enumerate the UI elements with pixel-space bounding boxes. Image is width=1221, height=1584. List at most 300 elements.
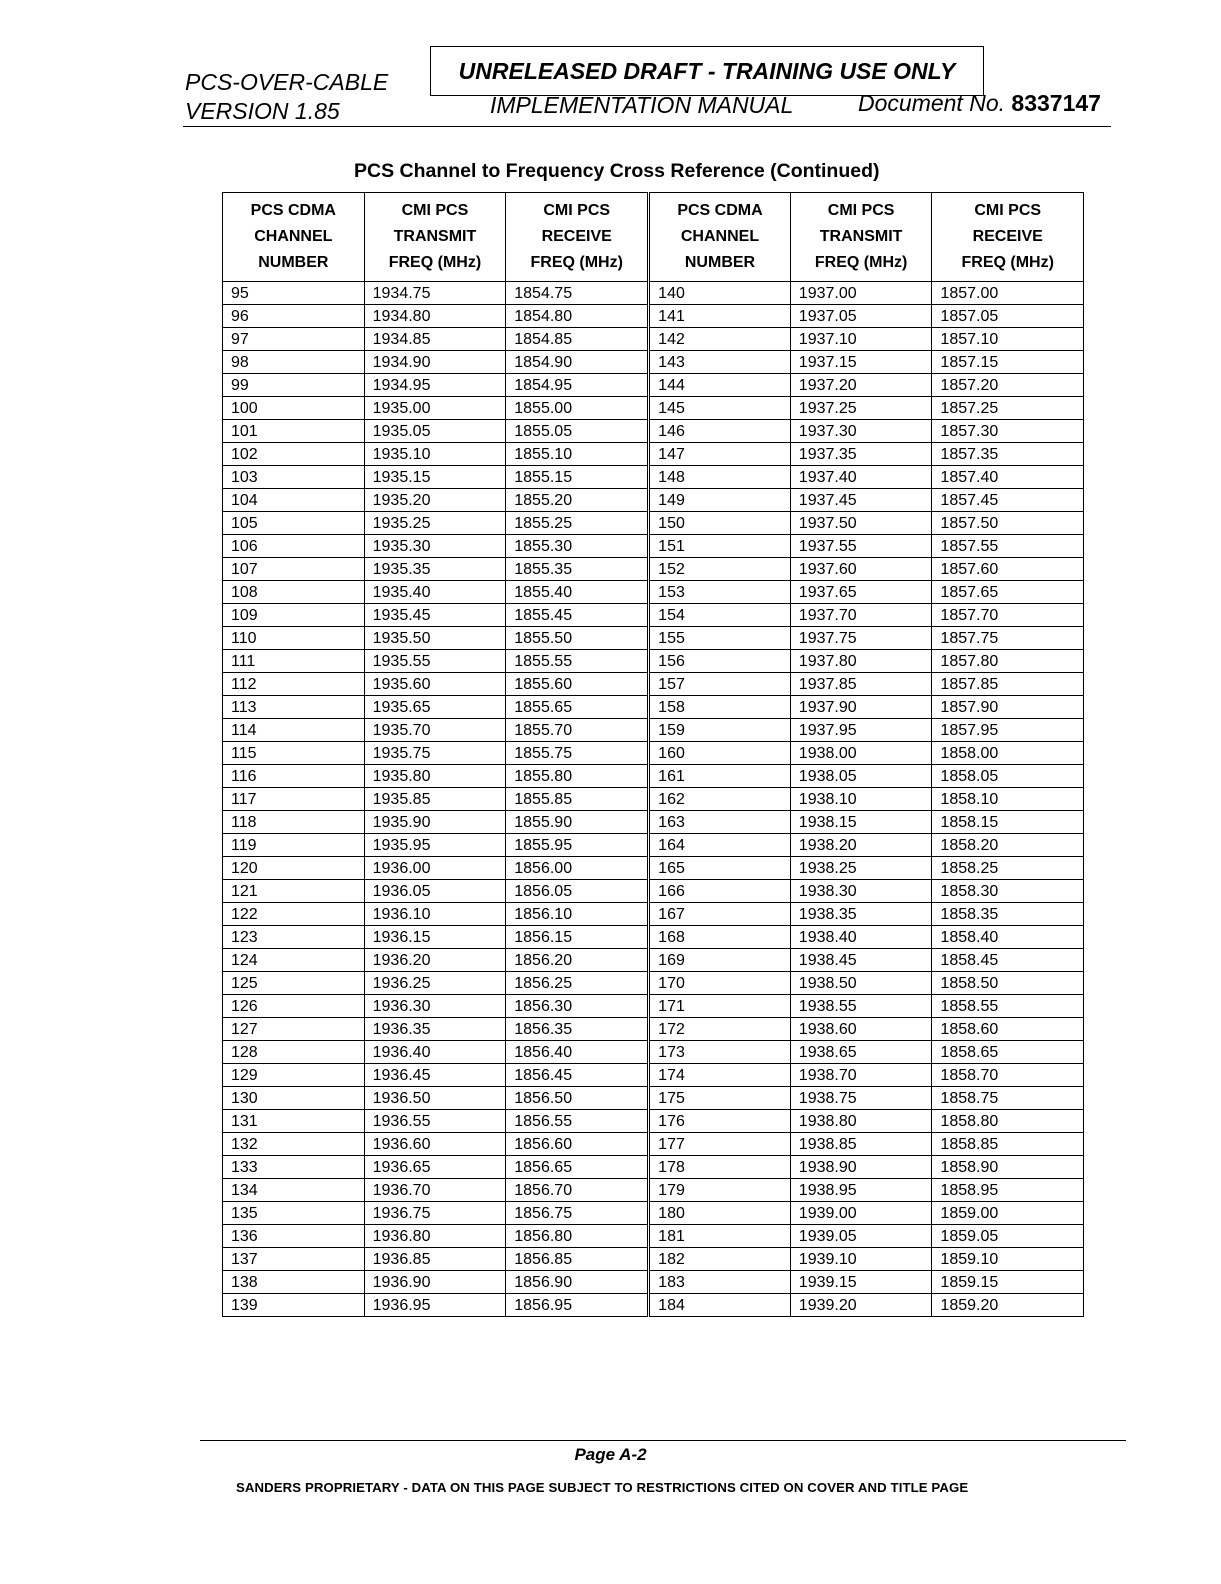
table-cell: 1935.65 (364, 696, 506, 719)
table-cell: 1855.40 (506, 581, 649, 604)
table-row (223, 351, 1084, 374)
table-cell: 1936.45 (364, 1064, 506, 1087)
table-cell: 105 (223, 512, 365, 535)
table-cell: 121 (223, 880, 365, 903)
table-cell: 1858.25 (932, 857, 1084, 880)
page-title: PCS Channel to Frequency Cross Reference (Continued) (354, 160, 880, 182)
table-cell: 1858.50 (932, 972, 1084, 995)
table-cell: 1858.10 (932, 788, 1084, 811)
table-cell: 1936.15 (364, 926, 506, 949)
table-cell: 1937.55 (790, 535, 932, 558)
table-cell: 1938.65 (790, 1041, 932, 1064)
table-row (223, 420, 1084, 443)
table-cell: 168 (649, 926, 791, 949)
page-number: Page A-2 (574, 1445, 647, 1464)
table-cell: 1858.90 (932, 1156, 1084, 1179)
table-cell: 139 (223, 1294, 365, 1317)
table-cell: 1856.95 (506, 1294, 649, 1317)
table-row (223, 1294, 1084, 1317)
table-cell: 165 (649, 857, 791, 880)
table-cell: 119 (223, 834, 365, 857)
table-cell: 151 (649, 535, 791, 558)
table-cell: 169 (649, 949, 791, 972)
table-cell: 109 (223, 604, 365, 627)
table-cell: 166 (649, 880, 791, 903)
table-cell: 127 (223, 1018, 365, 1041)
table-cell: 1857.55 (932, 535, 1084, 558)
table-cell: 1856.15 (506, 926, 649, 949)
table-cell: 1855.85 (506, 788, 649, 811)
table-cell: 1855.55 (506, 650, 649, 673)
table-cell: 1937.35 (790, 443, 932, 466)
table-cell: 171 (649, 995, 791, 1018)
table-cell: 140 (649, 282, 791, 305)
table-cell: 1857.65 (932, 581, 1084, 604)
table-cell: 1935.20 (364, 489, 506, 512)
table-cell: 1854.95 (506, 374, 649, 397)
table-cell: 1938.50 (790, 972, 932, 995)
table-cell: 1856.60 (506, 1133, 649, 1156)
table-cell: 1857.70 (932, 604, 1084, 627)
table-cell: 112 (223, 673, 365, 696)
table-cell: 1936.40 (364, 1041, 506, 1064)
table-cell: 1855.50 (506, 627, 649, 650)
table-cell: 1938.55 (790, 995, 932, 1018)
table-cell: 1858.55 (932, 995, 1084, 1018)
table-cell: 155 (649, 627, 791, 650)
table-cell: 1857.10 (932, 328, 1084, 351)
table-cell: 1859.00 (932, 1202, 1084, 1225)
table-cell: 1937.95 (790, 719, 932, 742)
table-row (223, 1110, 1084, 1133)
table-cell: 1858.60 (932, 1018, 1084, 1041)
table-cell: 1936.35 (364, 1018, 506, 1041)
table-row (223, 397, 1084, 420)
table-header-row (223, 193, 1084, 282)
table-cell: 1937.60 (790, 558, 932, 581)
table-cell: 1856.20 (506, 949, 649, 972)
table-cell: 1937.65 (790, 581, 932, 604)
table-cell: 149 (649, 489, 791, 512)
table-cell: 1859.20 (932, 1294, 1084, 1317)
table-cell: 124 (223, 949, 365, 972)
table-cell: 136 (223, 1225, 365, 1248)
manual-title: IMPLEMENTATION MANUAL (490, 92, 794, 118)
column-header (649, 193, 791, 282)
table-cell: 1857.95 (932, 719, 1084, 742)
table-cell: 1937.30 (790, 420, 932, 443)
table-cell: 1936.55 (364, 1110, 506, 1133)
table-cell: 1935.60 (364, 673, 506, 696)
table-row (223, 673, 1084, 696)
table-cell: 1938.35 (790, 903, 932, 926)
table-cell: 159 (649, 719, 791, 742)
table-cell: 138 (223, 1271, 365, 1294)
table-cell: 1936.85 (364, 1248, 506, 1271)
table-cell: 141 (649, 305, 791, 328)
table-cell: 110 (223, 627, 365, 650)
table-cell: 122 (223, 903, 365, 926)
table-cell: 111 (223, 650, 365, 673)
table-cell: 1855.25 (506, 512, 649, 535)
table-cell: 1856.85 (506, 1248, 649, 1271)
table-cell: 101 (223, 420, 365, 443)
table-cell: 114 (223, 719, 365, 742)
table-cell: 148 (649, 466, 791, 489)
table-cell: 1856.40 (506, 1041, 649, 1064)
table-cell: 1936.10 (364, 903, 506, 926)
table-cell: 164 (649, 834, 791, 857)
table-cell: 1937.90 (790, 696, 932, 719)
table-row (223, 374, 1084, 397)
table-row (223, 282, 1084, 305)
table-cell: 1935.95 (364, 834, 506, 857)
table-cell: 1938.20 (790, 834, 932, 857)
table-cell: 1936.20 (364, 949, 506, 972)
table-cell: 1858.65 (932, 1041, 1084, 1064)
table-cell: 156 (649, 650, 791, 673)
column-header-line: RECEIVE (541, 228, 612, 245)
table-cell: 1938.15 (790, 811, 932, 834)
table-row (223, 443, 1084, 466)
table-cell: 1858.45 (932, 949, 1084, 972)
table-cell: 99 (223, 374, 365, 397)
table-row (223, 1179, 1084, 1202)
column-header (790, 193, 932, 282)
table-cell: 115 (223, 742, 365, 765)
table-cell: 106 (223, 535, 365, 558)
column-header-line: FREQ (MHz) (961, 254, 1054, 271)
table-row (223, 535, 1084, 558)
table-row (223, 995, 1084, 1018)
table-cell: 184 (649, 1294, 791, 1317)
table-cell: 1937.45 (790, 489, 932, 512)
column-header-line: CHANNEL (254, 228, 333, 245)
table-cell: 1857.20 (932, 374, 1084, 397)
table-cell: 1939.05 (790, 1225, 932, 1248)
document-number-label: Document No. (858, 90, 1006, 116)
table-cell: 1854.90 (506, 351, 649, 374)
header-rule (183, 126, 1111, 127)
table-cell: 1857.50 (932, 512, 1084, 535)
table-cell: 1856.75 (506, 1202, 649, 1225)
table-cell: 1937.80 (790, 650, 932, 673)
table-cell: 1855.15 (506, 466, 649, 489)
table-cell: 1854.80 (506, 305, 649, 328)
table-cell: 1938.25 (790, 857, 932, 880)
table-cell: 1937.70 (790, 604, 932, 627)
table-cell: 1935.10 (364, 443, 506, 466)
table-cell: 1936.70 (364, 1179, 506, 1202)
table-cell: 125 (223, 972, 365, 995)
table-cell: 1934.75 (364, 282, 506, 305)
table-cell: 1936.50 (364, 1087, 506, 1110)
table-cell: 1935.70 (364, 719, 506, 742)
table-cell: 131 (223, 1110, 365, 1133)
table-cell: 170 (649, 972, 791, 995)
table-cell: 1856.10 (506, 903, 649, 926)
table-cell: 163 (649, 811, 791, 834)
table-cell: 146 (649, 420, 791, 443)
table-cell: 1855.20 (506, 489, 649, 512)
table-cell: 1858.00 (932, 742, 1084, 765)
table-cell: 1858.75 (932, 1087, 1084, 1110)
table-cell: 1937.00 (790, 282, 932, 305)
document-number-value: 8337147 (1011, 90, 1101, 116)
table-cell: 108 (223, 581, 365, 604)
table-row (223, 1271, 1084, 1294)
table-cell: 130 (223, 1087, 365, 1110)
table-cell: 1856.35 (506, 1018, 649, 1041)
table-cell: 118 (223, 811, 365, 834)
column-header (506, 193, 649, 282)
table-cell: 154 (649, 604, 791, 627)
table-cell: 157 (649, 673, 791, 696)
table-cell: 1856.45 (506, 1064, 649, 1087)
table-row (223, 305, 1084, 328)
table-row (223, 972, 1084, 995)
table-cell: 137 (223, 1248, 365, 1271)
table-cell: 1854.85 (506, 328, 649, 351)
table-cell: 102 (223, 443, 365, 466)
table-row (223, 788, 1084, 811)
table-cell: 1939.20 (790, 1294, 932, 1317)
table-cell: 1858.95 (932, 1179, 1084, 1202)
table-cell: 173 (649, 1041, 791, 1064)
table-row (223, 1133, 1084, 1156)
table-cell: 133 (223, 1156, 365, 1179)
column-header-line: RECEIVE (972, 228, 1043, 245)
cross-reference-table-wrapper (222, 192, 1084, 1314)
table-cell: 1938.80 (790, 1110, 932, 1133)
table-row (223, 903, 1084, 926)
table-cell: 1855.95 (506, 834, 649, 857)
table-cell: 1856.05 (506, 880, 649, 903)
table-cell: 147 (649, 443, 791, 466)
table-cell: 1857.80 (932, 650, 1084, 673)
table-cell: 1938.05 (790, 765, 932, 788)
table-cell: 1855.05 (506, 420, 649, 443)
column-header-line: CMI PCS (974, 202, 1042, 219)
table-cell: 1935.40 (364, 581, 506, 604)
table-cell: 1934.80 (364, 305, 506, 328)
table-cell: 135 (223, 1202, 365, 1225)
table-row (223, 558, 1084, 581)
table-cell: 162 (649, 788, 791, 811)
table-cell: 1857.35 (932, 443, 1084, 466)
table-cell: 1938.90 (790, 1156, 932, 1179)
table-cell: 179 (649, 1179, 791, 1202)
table-cell: 1855.65 (506, 696, 649, 719)
table-cell: 1934.90 (364, 351, 506, 374)
table-cell: 1936.90 (364, 1271, 506, 1294)
table-cell: 1857.90 (932, 696, 1084, 719)
table-cell: 103 (223, 466, 365, 489)
table-cell: 1855.45 (506, 604, 649, 627)
table-cell: 1858.80 (932, 1110, 1084, 1133)
table-row (223, 719, 1084, 742)
table-cell: 183 (649, 1271, 791, 1294)
table-cell: 1936.30 (364, 995, 506, 1018)
cross-reference-table (222, 192, 1084, 1317)
table-cell: 1935.35 (364, 558, 506, 581)
table-cell: 1936.80 (364, 1225, 506, 1248)
column-header-line: CMI PCS (827, 202, 895, 219)
table-cell: 1855.90 (506, 811, 649, 834)
table-cell: 1937.75 (790, 627, 932, 650)
table-cell: 1857.05 (932, 305, 1084, 328)
table-cell: 1858.30 (932, 880, 1084, 903)
table-row (223, 328, 1084, 351)
table-cell: 1858.15 (932, 811, 1084, 834)
column-header-line: NUMBER (258, 254, 329, 271)
table-cell: 144 (649, 374, 791, 397)
table-cell: 1935.05 (364, 420, 506, 443)
table-cell: 120 (223, 857, 365, 880)
table-cell: 1935.90 (364, 811, 506, 834)
table-cell: 1857.25 (932, 397, 1084, 420)
table-cell: 1856.90 (506, 1271, 649, 1294)
table-cell: 1936.05 (364, 880, 506, 903)
table-cell: 1934.85 (364, 328, 506, 351)
table-cell: 1857.85 (932, 673, 1084, 696)
table-cell: 104 (223, 489, 365, 512)
table-cell: 1935.85 (364, 788, 506, 811)
table-cell: 1855.75 (506, 742, 649, 765)
table-cell: 1857.75 (932, 627, 1084, 650)
table-cell: 1935.55 (364, 650, 506, 673)
table-row (223, 811, 1084, 834)
table-cell: 1937.20 (790, 374, 932, 397)
table-cell: 1858.85 (932, 1133, 1084, 1156)
table-cell: 145 (649, 397, 791, 420)
column-header (223, 193, 365, 282)
table-row (223, 742, 1084, 765)
table-cell: 153 (649, 581, 791, 604)
column-header-line: FREQ (MHz) (388, 254, 482, 271)
table-cell: 1937.40 (790, 466, 932, 489)
table-cell: 1939.10 (790, 1248, 932, 1271)
table-cell: 1857.00 (932, 282, 1084, 305)
column-header-line: PCS CDMA (250, 202, 336, 219)
table-cell: 1856.30 (506, 995, 649, 1018)
table-cell: 1936.60 (364, 1133, 506, 1156)
table-cell: 95 (223, 282, 365, 305)
table-body (223, 282, 1084, 1317)
column-header-line: FREQ (MHz) (814, 254, 908, 271)
table-cell: 174 (649, 1064, 791, 1087)
column-header-line: NUMBER (684, 254, 756, 271)
table-cell: 167 (649, 903, 791, 926)
table-cell: 1856.55 (506, 1110, 649, 1133)
table-row (223, 1087, 1084, 1110)
table-cell: 1936.00 (364, 857, 506, 880)
table-cell: 1938.95 (790, 1179, 932, 1202)
table-cell: 1858.05 (932, 765, 1084, 788)
table-cell: 1856.00 (506, 857, 649, 880)
table-cell: 132 (223, 1133, 365, 1156)
table-cell: 1859.15 (932, 1271, 1084, 1294)
table-cell: 1937.15 (790, 351, 932, 374)
table-row (223, 1064, 1084, 1087)
table-cell: 117 (223, 788, 365, 811)
table-cell: 1935.00 (364, 397, 506, 420)
column-header (932, 193, 1084, 282)
table-cell: 1938.10 (790, 788, 932, 811)
table-cell: 1938.70 (790, 1064, 932, 1087)
column-header-line: PCS CDMA (677, 202, 763, 219)
table-cell: 1938.40 (790, 926, 932, 949)
table-row (223, 466, 1084, 489)
table-cell: 142 (649, 328, 791, 351)
table-cell: 1855.10 (506, 443, 649, 466)
table-row (223, 926, 1084, 949)
table-row (223, 512, 1084, 535)
table-cell: 150 (649, 512, 791, 535)
product-line: PCS-OVER-CABLE (185, 69, 389, 95)
table-cell: 1938.85 (790, 1133, 932, 1156)
table-cell: 1855.30 (506, 535, 649, 558)
table-cell: 1857.15 (932, 351, 1084, 374)
table-row (223, 949, 1084, 972)
table-row (223, 604, 1084, 627)
table-cell: 1855.80 (506, 765, 649, 788)
table-cell: 1939.00 (790, 1202, 932, 1225)
table-cell: 1938.30 (790, 880, 932, 903)
table-row (223, 489, 1084, 512)
table-cell: 1856.25 (506, 972, 649, 995)
table-cell: 1935.80 (364, 765, 506, 788)
table-cell: 116 (223, 765, 365, 788)
draft-banner: UNRELEASED DRAFT - TRAINING USE ONLY (430, 46, 984, 96)
table-row (223, 1202, 1084, 1225)
column-header-line: CHANNEL (680, 228, 760, 245)
table-cell: 1858.70 (932, 1064, 1084, 1087)
table-cell: 1939.15 (790, 1271, 932, 1294)
table-cell: 1937.05 (790, 305, 932, 328)
table-cell: 1937.25 (790, 397, 932, 420)
table-cell: 98 (223, 351, 365, 374)
table-cell: 181 (649, 1225, 791, 1248)
table-cell: 1935.45 (364, 604, 506, 627)
table-cell: 1938.60 (790, 1018, 932, 1041)
table-row (223, 627, 1084, 650)
table-cell: 1854.75 (506, 282, 649, 305)
table-cell: 1855.60 (506, 673, 649, 696)
table-cell: 96 (223, 305, 365, 328)
table-cell: 1938.45 (790, 949, 932, 972)
proprietary-notice: SANDERS PROPRIETARY - DATA ON THIS PAGE SUBJECT TO RESTRICTIONS CITED ON COVER AND TITLE PAGE (236, 1480, 969, 1495)
table-cell: 97 (223, 328, 365, 351)
table-cell: 1857.30 (932, 420, 1084, 443)
table-cell: 1858.35 (932, 903, 1084, 926)
document-number (858, 90, 1101, 117)
table-cell: 180 (649, 1202, 791, 1225)
header-left (185, 68, 388, 126)
table-cell: 1857.40 (932, 466, 1084, 489)
table-cell: 107 (223, 558, 365, 581)
table-cell: 1937.10 (790, 328, 932, 351)
table-cell: 1935.75 (364, 742, 506, 765)
table-cell: 1855.35 (506, 558, 649, 581)
table-cell: 172 (649, 1018, 791, 1041)
table-cell: 1936.75 (364, 1202, 506, 1225)
table-row (223, 1041, 1084, 1064)
table-cell: 143 (649, 351, 791, 374)
table-cell: 1937.85 (790, 673, 932, 696)
table-cell: 126 (223, 995, 365, 1018)
table-cell: 1935.30 (364, 535, 506, 558)
